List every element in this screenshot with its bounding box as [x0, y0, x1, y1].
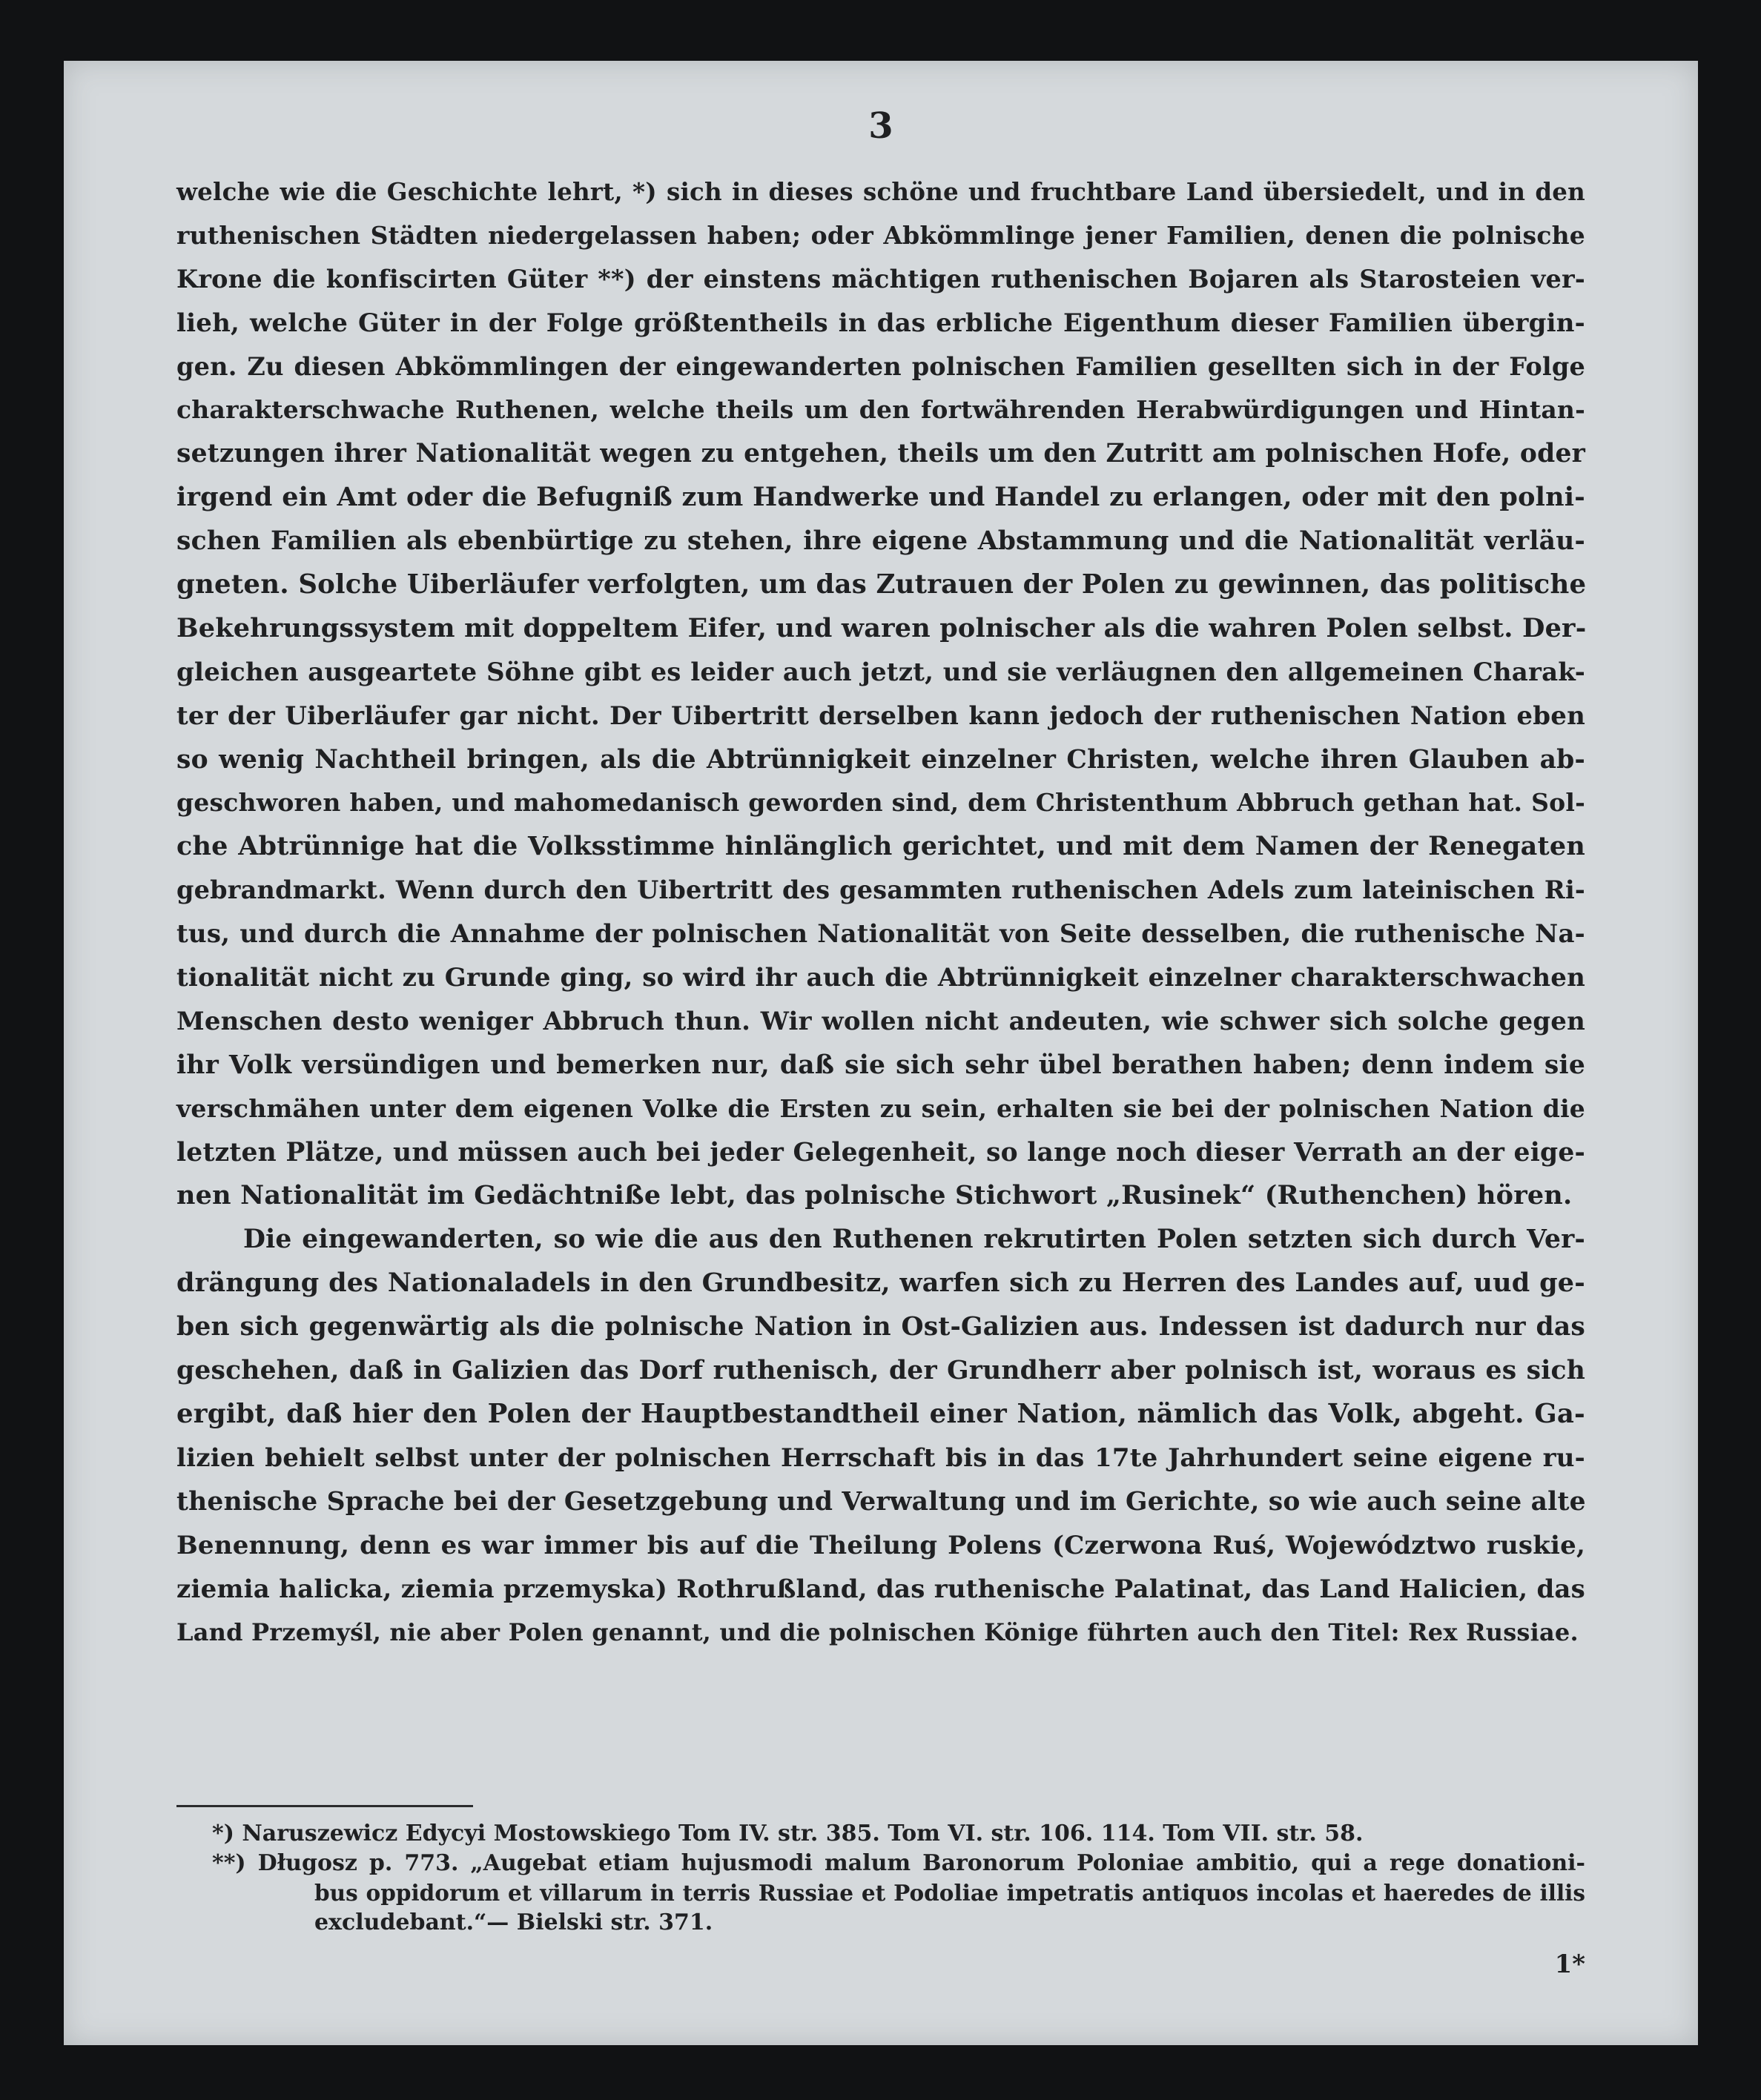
- text-line: gebrandmarkt. Wenn durch den Uibertritt des gesammten ruthenischen Adels zum lateinischen Ri-: [176, 875, 1585, 905]
- text-line: Land Przemyśl, nie aber Polen genannt, und die polnischen Könige führten auch den Titel: Rex Russiae.: [176, 1618, 1579, 1647]
- footnote-2-continuation: bus oppidorum et villarum in terris Russiae et Podoliae impetratis antiquos incolas et haeredes de illis: [314, 1880, 1585, 1906]
- text-line: tus, und durch die Annahme der polnischen Nationalität von Seite desselben, die ruthenische Na-: [176, 919, 1585, 950]
- text-line: ter der Uiberläufer gar nicht. Der Uibertritt derselben kann jedoch der ruthenischen Nation eben: [176, 700, 1585, 731]
- text-line: ziemia halicka, ziemia przemyska) Rothrußland, das ruthenische Palatinat, das Land Halicien, das: [176, 1574, 1585, 1604]
- text-line: ben sich gegenwärtig als die polnische Nation in Ost-Galizien aus. Indessen ist dadurch nur das: [176, 1312, 1585, 1342]
- text-line: so wenig Nachtheil bringen, als die Abtrünnigkeit einzelner Christen, welche ihren Glauben ab-: [176, 744, 1585, 775]
- text-line: gen. Zu diesen Abkömmlingen der eingewanderten polnischen Familien gesellten sich in der Folge: [176, 351, 1585, 381]
- text-line: schen Familien als ebenbürtige zu stehen, ihre eigene Abstammung und die Nationalität verläu-: [176, 526, 1585, 557]
- text-line: ihr Volk versündigen und bemerken nur, daß sie sich sehr übel berathen haben; denn indem sie: [176, 1050, 1585, 1080]
- paragraph-start-line: Die eingewanderten, so wie die aus den Ruthenen rekrutirten Polen setzten sich durch Ver-: [243, 1225, 1585, 1255]
- text-line: geschworen haben, und mahomedanisch geworden sind, dem Christenthum Abbruch gethan hat. Sol-: [176, 788, 1585, 818]
- text-line: lieh, welche Güter in der Folge größtentheils in das erbliche Eigenthum dieser Familien übergin-: [176, 308, 1585, 338]
- text-line: ruthenischen Städten niedergelassen haben; oder Abkömmlinge jener Familien, denen die polnische: [176, 220, 1585, 250]
- text-line: gneten. Solche Uiberläufer verfolgten, um das Zutrauen der Polen zu gewinnen, das politische: [176, 569, 1587, 600]
- text-line: welche wie die Geschichte lehrt, *) sich in dieses schöne und fruchtbare Land übersiedelt, und in den: [176, 177, 1585, 206]
- text-line: nen Nationalität im Gedächtniße lebt, das polnische Stichwort „Rusinek“ (Ruthenchen) hören.: [176, 1180, 1573, 1211]
- footnote-1: *) Naruszewicz Edycyi Mostowskiego Tom IV. str. 385. Tom VI. str. 106. 114. Tom VII. str. 58.: [212, 1821, 1364, 1846]
- signature-mark: 1*: [1554, 1950, 1585, 1979]
- text-line: charakterschwache Ruthenen, welche theils um den fortwährenden Herabwürdigungen und Hintan-: [176, 395, 1585, 425]
- text-line: Krone die konfiscirten Güter **) der einstens mächtigen ruthenischen Bojaren als Starosteien ver-: [176, 264, 1585, 294]
- footnote-2: **) Długosz p. 773. „Augebat etiam hujusmodi malum Baronorum Poloniae ambitio, qui a rege donationi-: [212, 1850, 1585, 1876]
- text-line: Menschen desto weniger Abbruch thun. Wir wollen nicht andeuten, wie schwer sich solche gegen: [176, 1006, 1585, 1036]
- text-line: setzungen ihrer Nationalität wegen zu entgehen, theils um den Zutritt am polnischen Hofe, oder: [176, 439, 1585, 469]
- footnote-divider: [176, 1805, 473, 1807]
- document-page: [64, 61, 1698, 2045]
- text-line: gleichen ausgeartete Söhne gibt es leider auch jetzt, und sie verläugnen den allgemeinen Charak-: [176, 657, 1585, 687]
- text-line: Benennung, denn es war immer bis auf die Theilung Polens (Czerwona Ruś, Województwo ruskie,: [176, 1530, 1585, 1560]
- text-line: irgend ein Amt oder die Befugniß zum Handwerke und Handel zu erlangen, oder mit den polni-: [176, 482, 1585, 513]
- text-line: geschehen, daß in Galizien das Dorf ruthenisch, der Grundherr aber polnisch ist, woraus es sich: [176, 1356, 1585, 1386]
- footnote-2-continuation: excludebant.“— Bielski str. 371.: [314, 1909, 713, 1935]
- text-line: che Abtrünnige hat die Volksstimme hinlänglich gerichtet, und mit dem Namen der Renegaten: [176, 831, 1585, 862]
- text-line: verschmähen unter dem eigenen Volke die Ersten zu sein, erhalten sie bei der polnischen Nation die: [176, 1093, 1585, 1123]
- footnotes: [212, 1819, 1585, 1938]
- text-line: tionalität nicht zu Grunde ging, so wird ihr auch die Abtrünnigkeit einzelner charakterschwachen: [176, 963, 1585, 993]
- text-line: Bekehrungssystem mit doppeltem Eifer, und waren polnischer als die wahren Polen selbst. Der-: [176, 612, 1587, 643]
- body-text: [176, 170, 1585, 1655]
- page-number: 3: [868, 105, 893, 147]
- text-line: drängung des Nationaladels in den Grundbesitz, warfen sich zu Herren des Landes auf, uud ge-: [176, 1268, 1585, 1299]
- text-line: thenische Sprache bei der Gesetzgebung und Verwaltung und im Gerichte, so wie auch seine alte: [176, 1486, 1586, 1517]
- text-line: lizien behielt selbst unter der polnischen Herrschaft bis in das 17te Jahrhundert seine eigene ru-: [176, 1442, 1585, 1473]
- text-line: ergibt, daß hier den Polen der Hauptbestandtheil einer Nation, nämlich das Volk, abgeht. Ga-: [176, 1398, 1585, 1429]
- text-line: letzten Plätze, und müssen auch bei jeder Gelegenheit, so lange noch dieser Verrath an der eige-: [176, 1137, 1585, 1167]
